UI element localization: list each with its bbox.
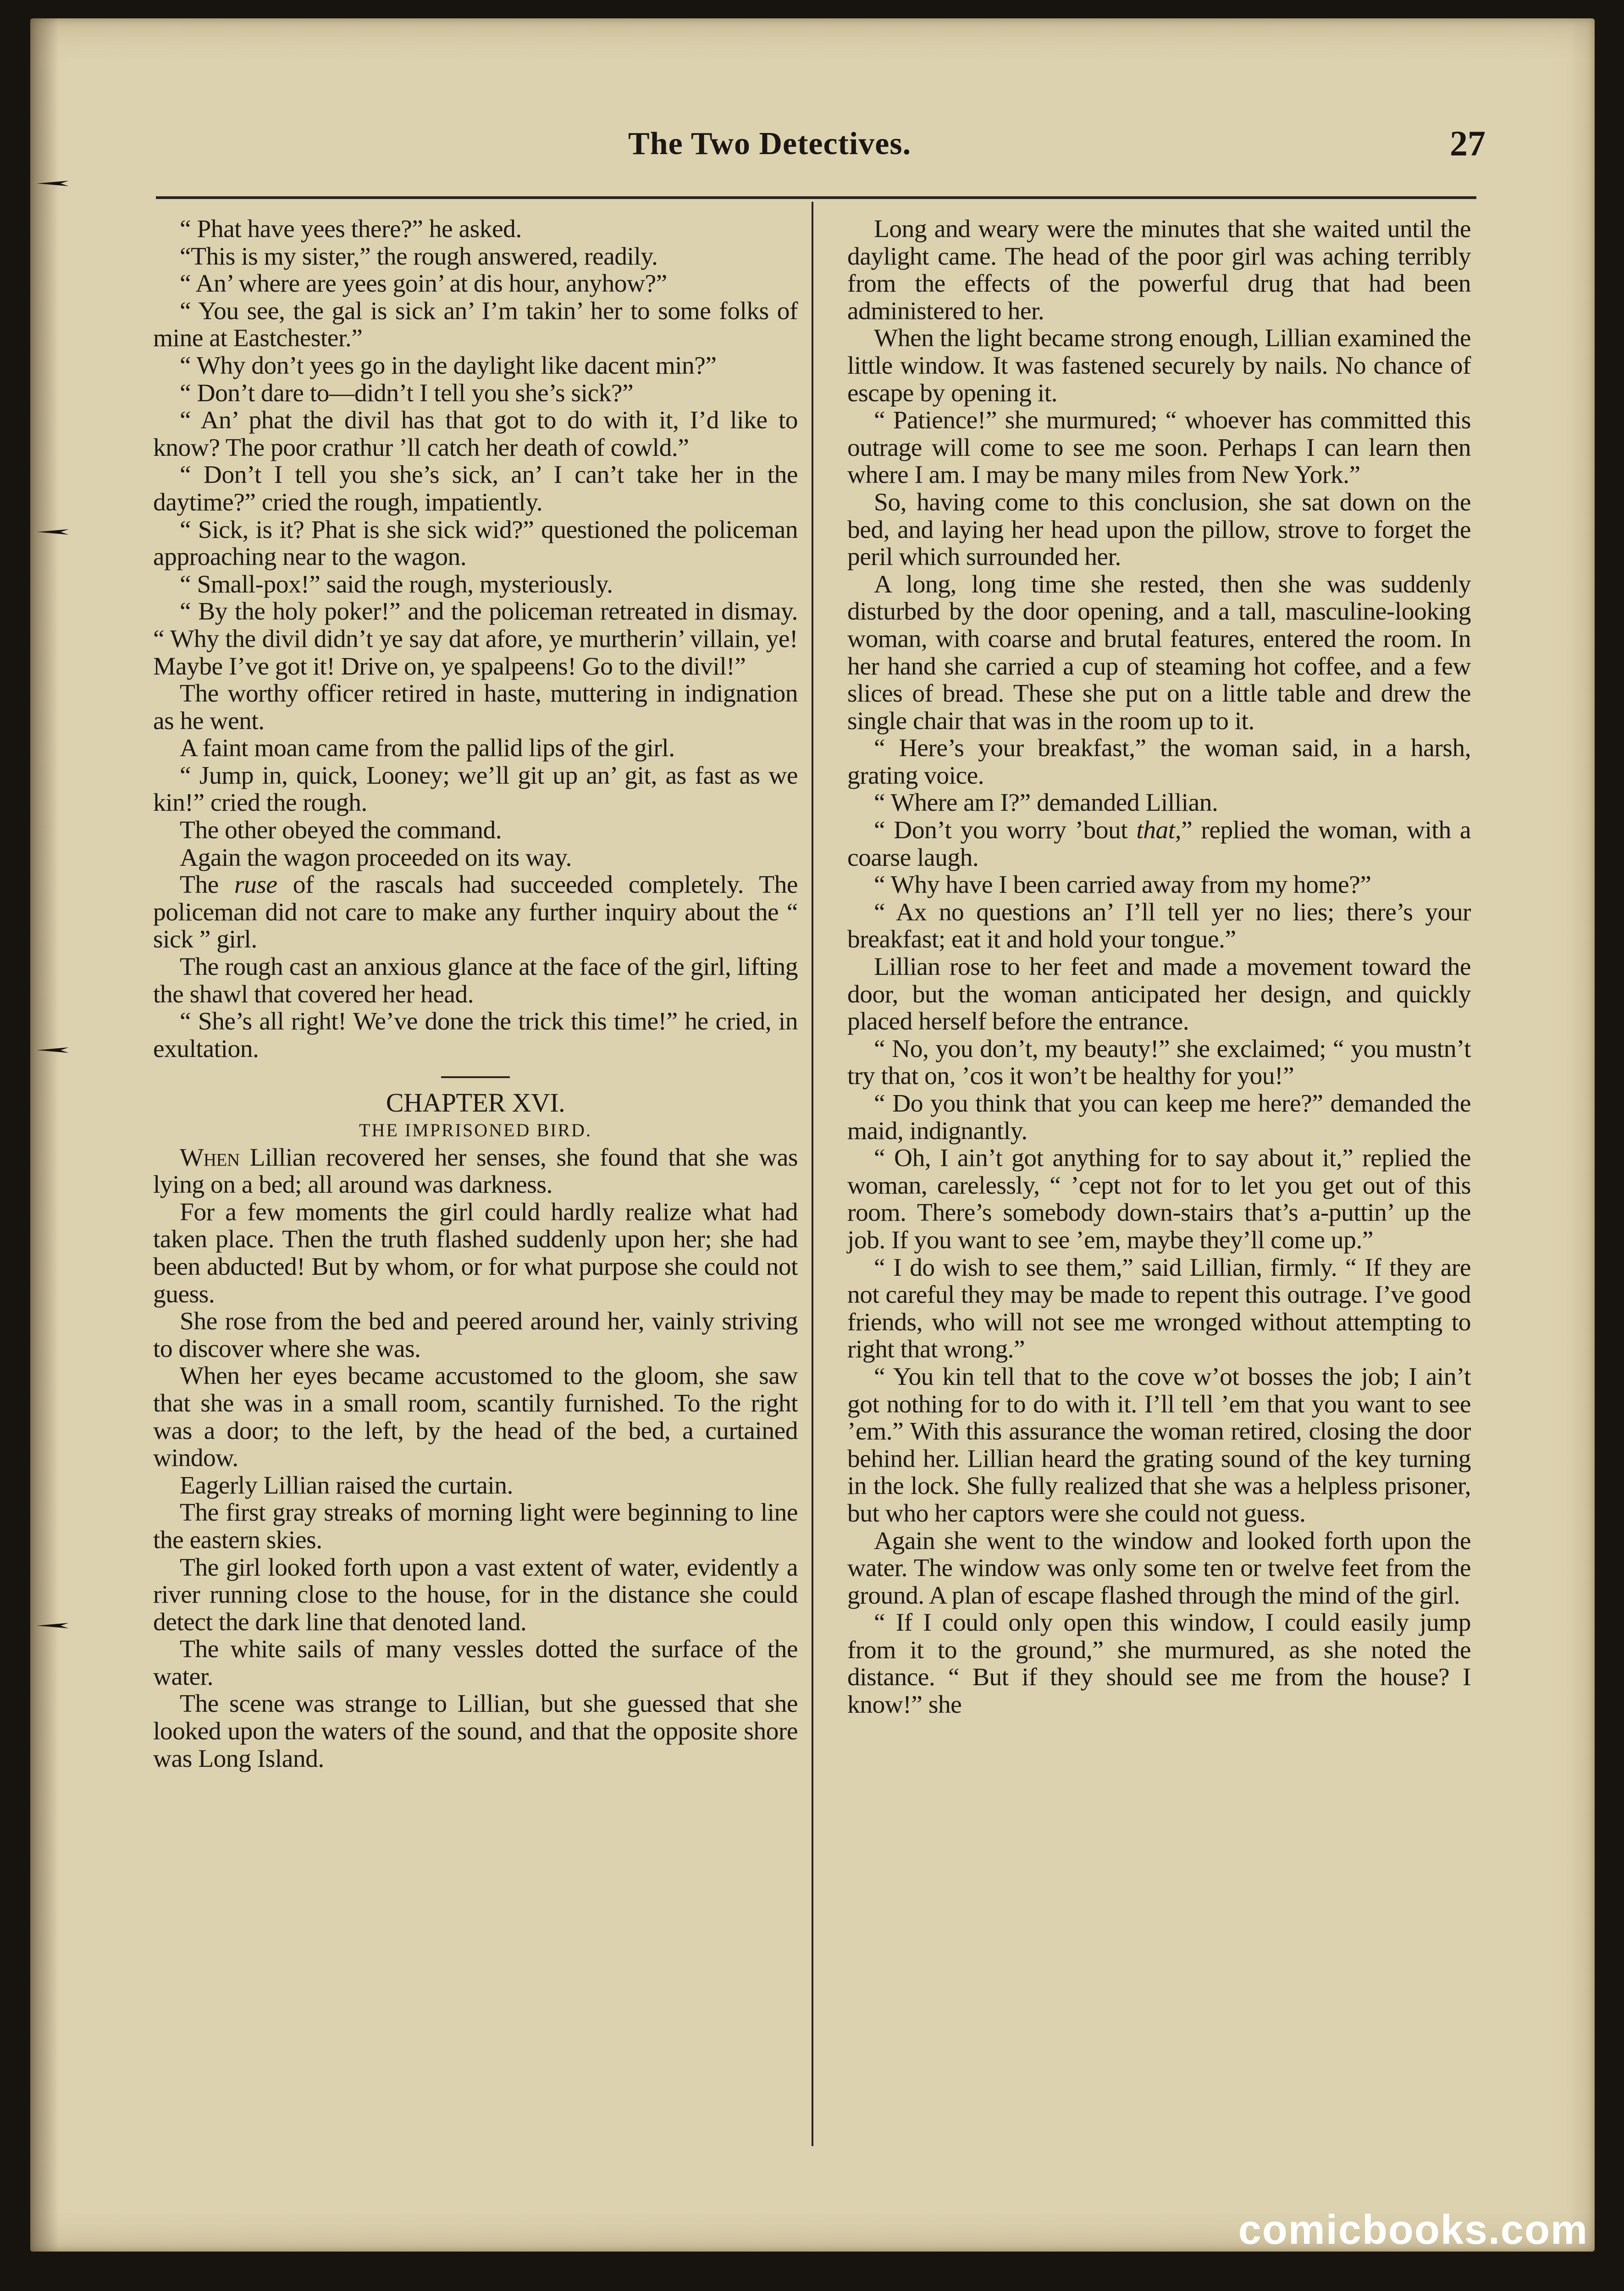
paragraph: “ Don’t dare to—didn’t I tell you she’s sick?” <box>180 379 634 407</box>
paragraph: The rough cast an anxious glance at the face of the girl, lifting the shawl that covered her head. <box>153 953 798 1008</box>
paragraph: Again the wagon proceeded on its way. <box>180 843 572 872</box>
paragraph: “ By the holy poker!” and the policeman retreated in dismay. “ Why the divil didn’t ye say dat afore, ye murtherin’ villain, ye! Maybe I’ve got it! Drive on, ye spalpeens! Go to the divil!” <box>153 598 798 681</box>
paragraph: The first gray streaks of morning light were beginning to line the eastern skies. <box>153 1499 798 1554</box>
paragraph: The white sails of many vessles dotted the surface of the water. <box>153 1635 798 1691</box>
paragraph: A faint moan came from the pallid lips of the girl. <box>180 734 675 763</box>
paragraph: The ruse of the rascals had succeeded completely. The policeman did not care to make any further inquiry about the “ sick ” girl. <box>153 871 798 954</box>
paragraph: “ Jump in, quick, Looney; we’ll git up an’ git, as fast as we kin!” cried the rough. <box>153 761 798 817</box>
binding-thread-mark <box>37 179 69 188</box>
paragraph: “This is my sister,” the rough answered, readily. <box>180 242 658 271</box>
paragraph: So, having come to this conclusion, she sat down on the bed, and laying her head upon the pillow, strove to forget the peril which surrounded her. <box>847 488 1471 571</box>
spine-shadow <box>30 18 58 2252</box>
paragraph: Eagerly Lillian raised the curtain. <box>180 1471 513 1500</box>
chapter-title: CHAPTER XVI. <box>386 1088 565 1118</box>
paragraph: “ Here’s your breakfast,” the woman said, in a harsh, grating voice. <box>847 734 1471 790</box>
paragraph: “ An’ phat the divil has that got to do with it, I’d like to know? The poor crathur ’ll catch her death of cowld.” <box>153 406 798 462</box>
paragraph: “ You see, the gal is sick an’ I’m takin’ her to some folks of mine at Eastchester.” <box>153 297 798 353</box>
paragraph: Long and weary were the minutes that she waited until the daylight came. The head of the poor girl was aching terribly from the effects of the powerful drug that had been administered to her. <box>847 215 1471 325</box>
paragraph: “ Don’t you worry ’bout that,” replied the woman, with a coarse laugh. <box>847 816 1471 872</box>
paragraph: “ You kin tell that to the cove w’ot bosses the job; I ain’t got nothing for to do with it. I’ll tell ’em that you want to see ’em.” With this assurance the woman retired, closing the door behind her. Lillian heard the grating sound of the key turning in the lock. She fully realized that she was a helpless prisoner, but who her captors were she could not guess. <box>847 1362 1471 1527</box>
running-head: The Two Detectives. <box>628 126 911 161</box>
paragraph: “ Why have I been carried away from my home?” <box>874 871 1371 899</box>
chapter-divider <box>441 1076 510 1078</box>
paragraph: She rose from the bed and peered around her, vainly striving to discover where she was. <box>153 1307 798 1363</box>
watermark-logo: comicbooks.com <box>1238 2207 1588 2253</box>
paragraph: “ She’s all right! We’ve done the trick this time!” he cried, in exultation. <box>153 1007 798 1063</box>
paragraph: “ Don’t I tell you she’s sick, an’ I can’t take her in the daytime?” cried the rough, impatiently. <box>153 461 798 516</box>
paragraph: “ Where am I?” demanded Lillian. <box>874 789 1218 817</box>
paragraph: “ Patience!” she murmured; “ whoever has committed this outrage will come to see me soon. Perhaps I can learn then where I am. I may be many miles from New York.” <box>847 406 1471 489</box>
paragraph: “ An’ where are yees goin’ at dis hour, anyhow?” <box>180 270 667 298</box>
header-rule <box>156 196 1476 199</box>
paragraph: The worthy officer retired in haste, muttering in indignation as he went. <box>153 680 798 735</box>
paragraph: “ Why don’t yees go in the daylight like dacent min?” <box>180 351 717 380</box>
paragraph: For a few moments the girl could hardly realize what had taken place. Then the truth flashed suddenly upon her; she had been abducted! But by whom, or for what purpose she could not guess. <box>153 1198 798 1308</box>
paragraph: “ No, you don’t, my beauty!” she exclaimed; “ you mustn’t try that on, ’cos it won’t be healthy for you!” <box>847 1035 1471 1090</box>
column-divider <box>812 202 813 2146</box>
paragraph: Lillian rose to her feet and made a movement toward the door, but the woman anticipated her design, and quickly placed herself before the entrance. <box>847 953 1471 1036</box>
binding-thread-mark <box>37 527 69 537</box>
paragraph: “ Do you think that you can keep me here?” demanded the maid, indignantly. <box>847 1090 1471 1145</box>
paragraph: The girl looked forth upon a vast extent of water, evidently a river running close to the house, for in the distance she could detect the dark line that denoted land. <box>153 1553 798 1636</box>
chapter-subtitle: THE IMPRISONED BIRD. <box>359 1120 592 1140</box>
paragraph: The other obeyed the command. <box>180 816 502 845</box>
page-number: 27 <box>1450 123 1486 163</box>
paragraph: “ Phat have yees there?” he asked. <box>180 215 522 243</box>
binding-thread-mark <box>37 1621 69 1630</box>
chapter-opening-paragraph: When Lillian recovered her senses, she found that she was lying on a bed; all around was darkness. <box>153 1143 798 1199</box>
paragraph: Again she went to the window and looked forth upon the water. The window was only some ten or twelve feet from the ground. A plan of escape flashed through the mind of the girl. <box>847 1527 1471 1610</box>
paragraph: A long, long time she rested, then she was suddenly disturbed by the door opening, and a tall, masculine-looking woman, with coarse and brutal features, entered the room. In her hand she carried a cup of steaming hot coffee, and a few slices of bread. These she put on a little table and drew the single chair that was in the room up to it. <box>847 570 1471 735</box>
paragraph: When the light became strong enough, Lillian examined the little window. It was fastened securely by nails. No chance of escape by opening it. <box>847 324 1471 407</box>
paragraph: “ Oh, I ain’t got anything for to say about it,” replied the woman, carelessly, “ ’cept not for to let you get out of this room. There’s somebody down-stairs that’s a-puttin’ up the job. If you want to see ’em, maybe they’ll come up.” <box>847 1144 1471 1254</box>
paragraph: “ I do wish to see them,” said Lillian, firmly. “ If they are not careful they may be made to repent this outrage. I’ve good friends, who will not see me wronged without attempting to right that wrong.” <box>847 1253 1471 1364</box>
paragraph: “ Ax no questions an’ I’ll tell yer no lies; there’s your breakfast; eat it and hold your tongue.” <box>847 898 1471 954</box>
paragraph: “ If I could only open this window, I could easily jump from it to the ground,” she murmured, as she noted the distance. “ But if they should see me from the house? I know!” she <box>847 1609 1471 1719</box>
paragraph: The scene was strange to Lillian, but she guessed that she looked upon the waters of the sound, and that the opposite shore was Long Island. <box>153 1690 798 1773</box>
drop-word: When <box>180 1143 240 1172</box>
page-header <box>151 123 1486 173</box>
binding-thread-mark <box>37 1046 69 1055</box>
paragraph: “ Sick, is it? Phat is she sick wid?” questioned the policeman approaching near to the wagon. <box>153 515 798 571</box>
left-column <box>153 216 798 1772</box>
paragraph: When her eyes became accustomed to the gloom, she saw that she was in a small room, scantily furnished. To the right was a door; to the left, by the head of the bed, a curtained window. <box>153 1362 798 1472</box>
right-column <box>847 216 1471 1719</box>
paragraph: “ Small-pox!” said the rough, mysteriously. <box>180 570 613 598</box>
